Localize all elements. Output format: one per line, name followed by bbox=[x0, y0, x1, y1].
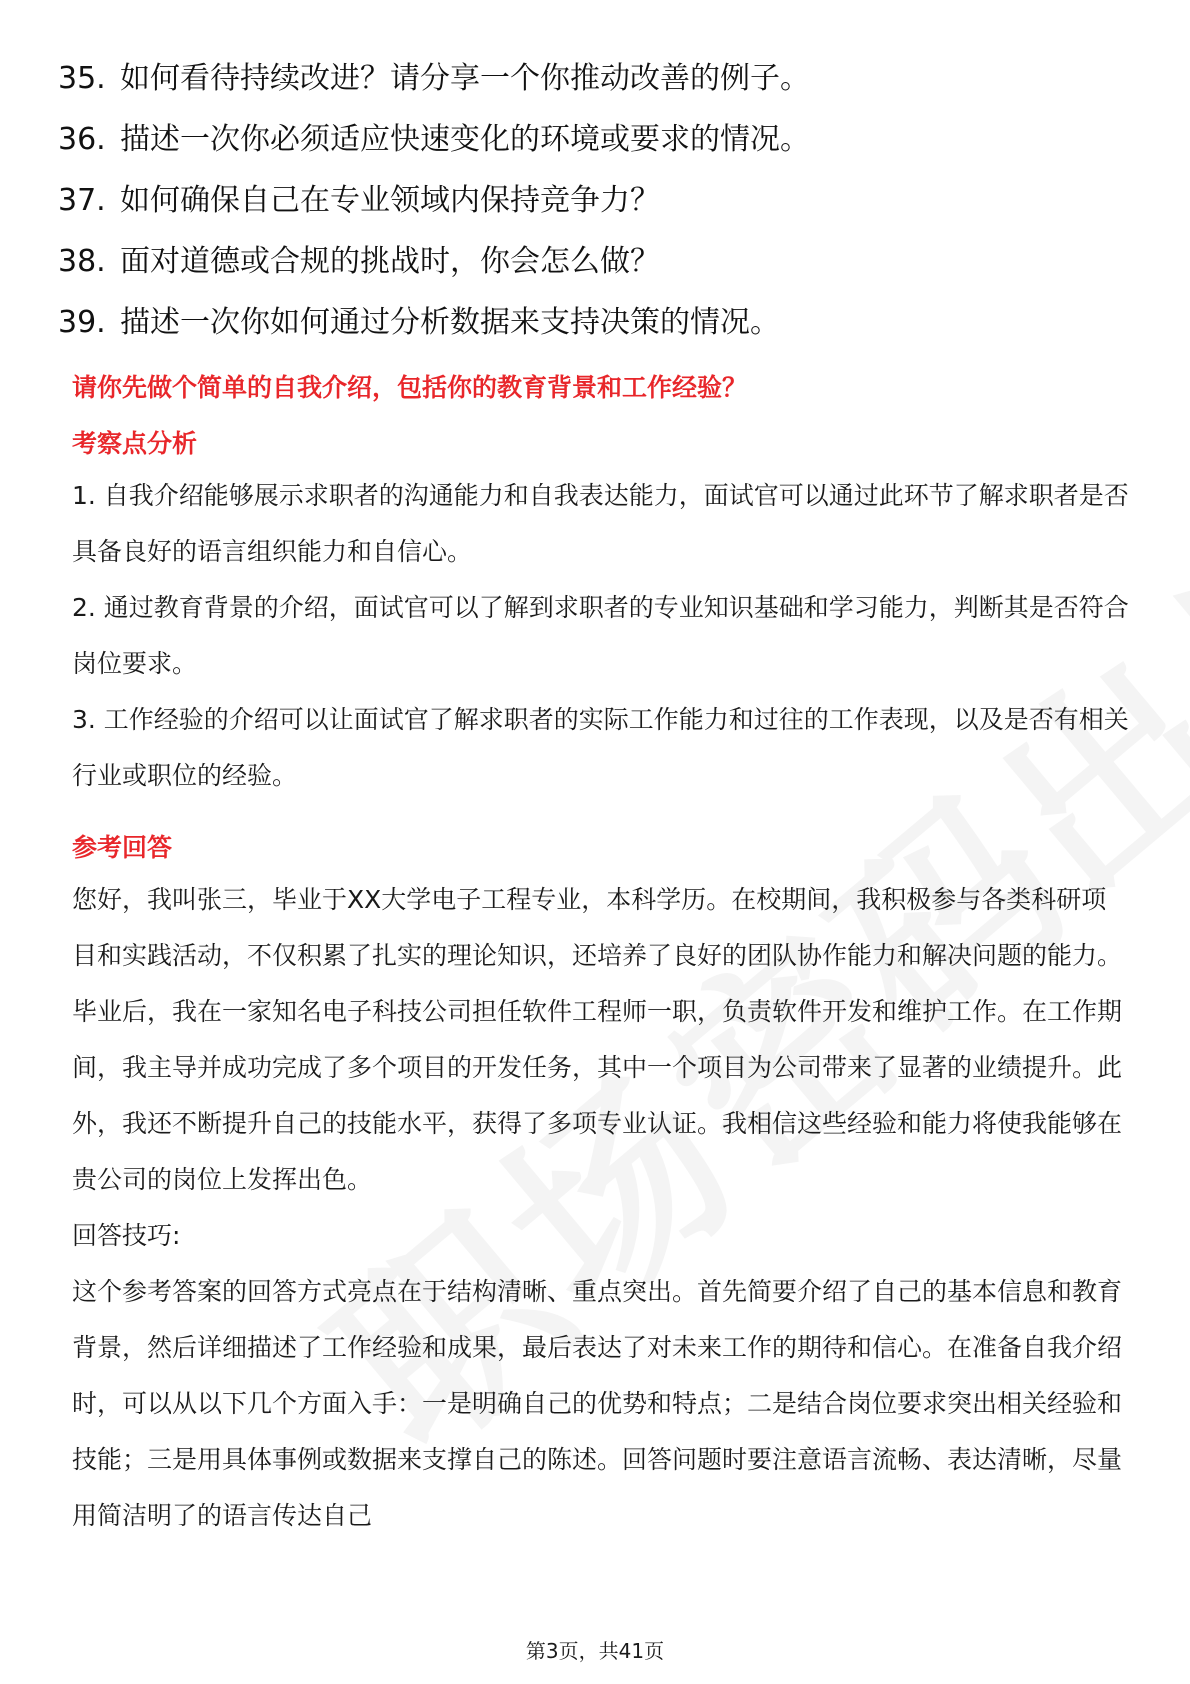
question-list bbox=[58, 48, 1138, 353]
section-question-heading: 请你先做个简单的自我介绍，包括你的教育背景和工作经验？ bbox=[72, 373, 748, 402]
analysis-point: 1. 自我介绍能够展示求职者的沟通能力和自我表达能力，面试官可以通过此环节了解求职者是否具备良好的语言组织能力和自信心。 bbox=[72, 481, 1129, 566]
list-item bbox=[58, 231, 1138, 292]
answer-text: 您好，我叫张三，毕业于XX大学电子工程专业，本科学历。在校期间，我积极参与各类科研项目和实践活动，不仅积累了扎实的理论知识，还培养了良好的团队协作能力和解决问题的能力。毕业后，我在一家知名电子科技公司担任软件工程师一职，负责软件开发和维护工作。在工作期间，我主导并成功完成了多个项目的开发任务，其中一个项目为公司带来了显著的业绩提升。此外，我还不断提升自己的技能水平，获得了多项专业认证。我相信这些经验和能力将使我能够在贵公司的岗位上发挥出色。 bbox=[72, 885, 1123, 1194]
question-number: 35. bbox=[58, 61, 106, 96]
list-item bbox=[58, 170, 1138, 231]
list-item bbox=[58, 48, 1138, 109]
question-number: 39. bbox=[58, 305, 106, 340]
question-text: 如何看待持续改进？请分享一个你推动改善的例子。 bbox=[120, 61, 810, 96]
question-text: 面对道德或合规的挑战时，你会怎么做？ bbox=[120, 244, 660, 279]
answer-heading: 参考回答 bbox=[72, 833, 173, 862]
page-number: 第3页，共41页 bbox=[525, 1639, 665, 1663]
question-text: 描述一次你如何通过分析数据来支持决策的情况。 bbox=[120, 305, 780, 340]
list-item bbox=[58, 109, 1138, 170]
question-number: 37. bbox=[58, 183, 106, 218]
analysis-heading: 考察点分析 bbox=[72, 429, 198, 458]
tips-text: 这个参考答案的回答方式亮点在于结构清晰、重点突出。首先简要介绍了自己的基本信息和教育背景，然后详细描述了工作经验和成果，最后表达了对未来工作的期待和信心。在准备自我介绍时，可以从以下几个方面入手：一是明确自己的优势和特点；二是结合岗位要求突出相关经验和技能；三是用具体事例或数据来支撑自己的陈述。回答问题时要注意语言流畅、表达清晰，尽量用简洁明了的语言传达自己 bbox=[72, 1277, 1123, 1530]
list-item bbox=[58, 292, 1138, 353]
analysis-point: 2. 通过教育背景的介绍，面试官可以了解到求职者的专业知识基础和学习能力，判断其是否符合岗位要求。 bbox=[72, 593, 1129, 678]
question-text: 描述一次你必须适应快速变化的环境或要求的情况。 bbox=[120, 122, 810, 157]
question-number: 38. bbox=[58, 244, 106, 279]
question-text: 如何确保自己在专业领域内保持竞争力？ bbox=[120, 183, 660, 218]
question-number: 36. bbox=[58, 122, 106, 157]
qa-section bbox=[72, 368, 1130, 1544]
tips-label: 回答技巧: bbox=[72, 1221, 181, 1250]
analysis-point: 3. 工作经验的介绍可以让面试官了解求职者的实际工作能力和过往的工作表现，以及是否有相关行业或职位的经验。 bbox=[72, 705, 1129, 790]
